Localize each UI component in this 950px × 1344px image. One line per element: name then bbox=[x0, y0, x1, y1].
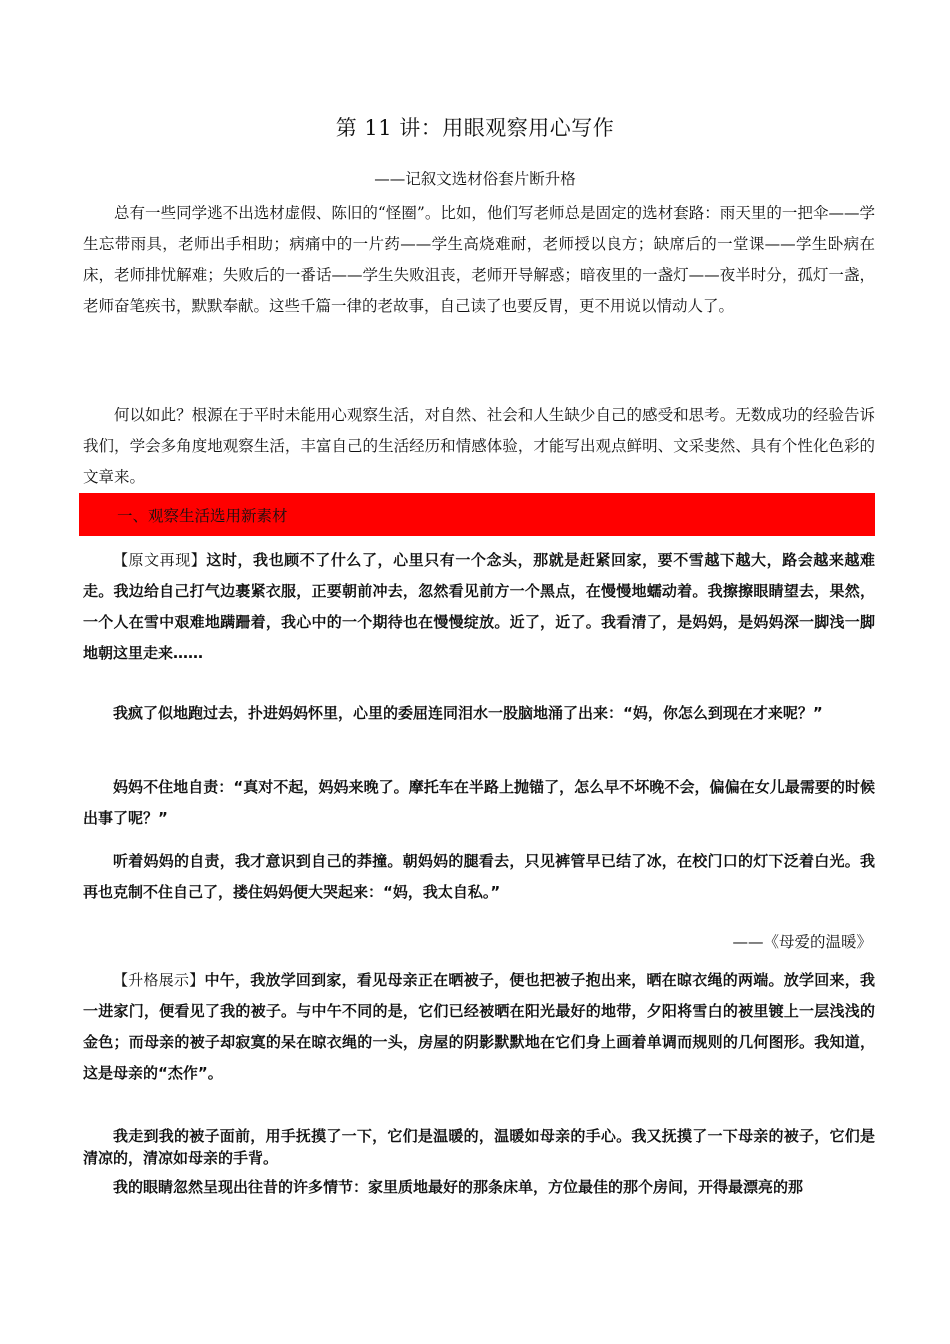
section-heading-bar bbox=[79, 493, 875, 536]
intro-paragraph-1: 总有一些同学逃不出选材虚假、陈旧的“怪圈”。比如，他们写老师总是固定的选材套路：雨天里的一把伞——学生忘带雨具，老师出手相助；病痛中的一片药——学生高烧难耐，老师授以良方；缺席后的一堂课——学生卧病在床，老师排忧解难；失败后的一番话——学生失败沮丧，老师开导解惑；暗夜里的一盏灯——夜半时分，孤灯一盏，老师奋笔疾书，默默奉献。这些千篇一律的老故事，自己读了也要反胃，更不用说以情动人了。 bbox=[83, 204, 875, 315]
intro-paragraph-2: 何以如此？根源在于平时未能用心观察生活，对自然、社会和人生缺少自己的感受和思考。无数成功的经验告诉我们，学会多角度地观察生活，丰富自己的生活经历和情感体验，才能写出观点鲜明、文采斐然、具有个性化色彩的文章来。 bbox=[83, 406, 875, 486]
original-paragraph-4: 听着妈妈的自责，我才意识到自己的莽撞。朝妈妈的腿看去，只见裤管早已结了冰，在校门口的灯下泛着白光。我再也克制不住自己了，搂住妈妈便大哭起来：“妈，我太自私。” bbox=[83, 852, 875, 901]
original-source: ——《母爱的温暖》 bbox=[732, 933, 872, 951]
upgrade-paragraph-1 bbox=[83, 965, 875, 1089]
original-tag: 【原文再现】 bbox=[113, 551, 207, 569]
upgrade-paragraph-3: 我的眼睛忽然呈现出往昔的许多情节：家里质地最好的那条床单，方位最佳的那个房间，开得最漂亮的那 bbox=[113, 1178, 804, 1196]
page-subtitle: ——记叙文选材俗套片断升格 bbox=[374, 170, 576, 188]
original-text-1: 这时，我也顾不了什么了，心里只有一个念头，那就是赶紧回家，要不雪越下越大，路会越来越难走。我边给自己打气边裹紧衣服，正要朝前冲去，忽然看见前方一个黑点，在慢慢地蠕动着。我擦擦眼睛望去，果然，一个人在雪中艰难地蹒跚着，我心中的一个期待也在慢慢绽放。近了，近了。我看清了，是妈妈，是妈妈深一脚浅一脚地朝这里走来…… bbox=[83, 551, 875, 662]
section-heading: 一、观察生活选用新素材 bbox=[117, 507, 288, 525]
page-title: 第 11 讲：用眼观察用心写作 bbox=[335, 116, 615, 140]
upgrade-text-1: 中午，我放学回到家，看见母亲正在晒被子，便也把被子抱出来，晒在晾衣绳的两端。放学回来，我一进家门，便看见了我的被子。与中午不同的是，它们已经被晒在阳光最好的地带，夕阳将雪白的被里镀上一层浅浅的金色；而母亲的被子却寂寞的呆在晾衣绳的一头，房屋的阴影默默地在它们身上画着单调而规则的几何图形。我知道，这是母亲的“杰作”。 bbox=[83, 971, 875, 1082]
upgrade-paragraph-2: 我走到我的被子面前，用手抚摸了一下，它们是温暖的，温暖如母亲的手心。我又抚摸了一下母亲的被子，它们是清凉的，清凉如母亲的手背。 bbox=[83, 1127, 875, 1167]
original-paragraph-2: 我疯了似地跑过去，扑进妈妈怀里，心里的委屈连同泪水一股脑地涌了出来：“妈，你怎么到现在才来呢？” bbox=[113, 704, 823, 722]
upgrade-tag: 【升格展示】 bbox=[113, 971, 205, 989]
original-paragraph-3: 妈妈不住地自责：“真对不起，妈妈来晚了。摩托车在半路上抛锚了，怎么早不坏晚不会，偏偏在女儿最需要的时候出事了呢？” bbox=[83, 778, 875, 827]
original-paragraph-1 bbox=[83, 545, 875, 669]
